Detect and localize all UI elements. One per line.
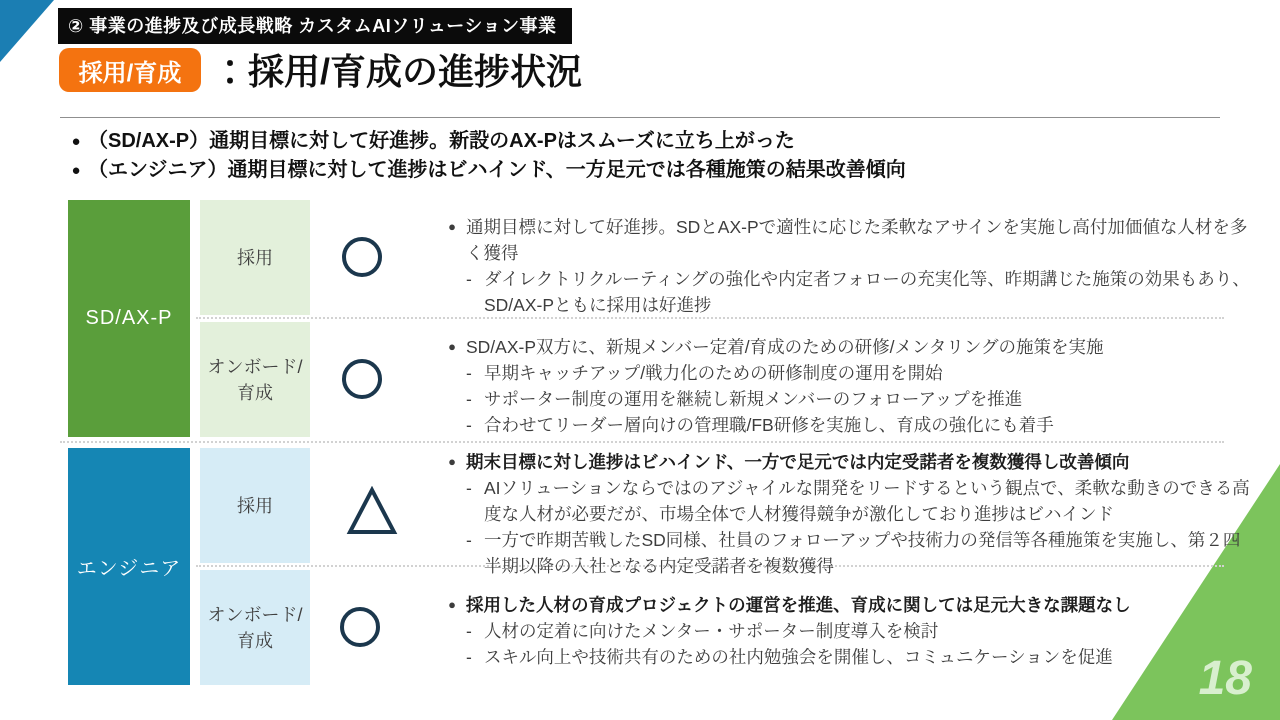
- summary-bullet: [64, 127, 1214, 156]
- dash-icon: -: [466, 478, 472, 498]
- row-detail-sd-recruit: [438, 214, 1250, 318]
- row-label-saiyo: 採用: [200, 200, 310, 315]
- bullet-icon: ●: [448, 597, 456, 612]
- dash-icon: -: [466, 621, 472, 641]
- dash-icon: -: [466, 363, 472, 383]
- detail-subitem: [466, 527, 1250, 579]
- dash-icon: -: [466, 530, 472, 550]
- status-circle-icon: [338, 605, 382, 654]
- detail-subitem: [466, 386, 1250, 412]
- detail-sub-text: 人材の定着に向けたメンター・サポーター制度導入を検討: [484, 621, 939, 641]
- bullet-icon: ●: [71, 162, 81, 179]
- detail-lead-text: SD/AX-P双方に、新規メンバー定着/育成のための研修/メンタリングの施策を実施: [466, 337, 1104, 357]
- detail-sub-text: スキル向上や技術共有のための社内勉強会を開催し、コミュニケーションを促進: [484, 647, 1113, 667]
- detail-lead-text: 採用した人材の育成プロジェクトの運営を推進、育成に関しては足元大きな課題なし: [466, 595, 1131, 615]
- detail-sub-text: AIソリューションならではのアジャイルな開発をリードするという観点で、柔軟な動きのできる高度な人材が必要だが、市場全体で人材獲得競争が激化しており進捗はビハインド: [484, 478, 1250, 524]
- bullet-icon: ●: [448, 219, 456, 234]
- dash-icon: -: [466, 389, 472, 409]
- status-circle-icon: [340, 235, 384, 284]
- status-triangle-icon: [346, 486, 398, 541]
- section-banner: ② 事業の進捗及び成長戦略 カスタムAIソリューション事業: [58, 8, 572, 44]
- summary-bullet: [64, 156, 1214, 185]
- detail-subitem: [466, 475, 1250, 527]
- row-detail-sd-onboard: [438, 334, 1250, 438]
- row-label-onboard: オンボード/育成: [200, 570, 310, 685]
- dash-icon: -: [466, 269, 472, 289]
- detail-subitem: [466, 412, 1250, 438]
- detail-sub-text: サポーター制度の運用を継続し新規メンバーのフォローアップを推進: [484, 389, 1023, 409]
- dash-icon: -: [466, 647, 472, 667]
- title-divider: [60, 117, 1220, 118]
- detail-subitem: [466, 266, 1250, 318]
- row-label-saiyo: 採用: [200, 448, 310, 563]
- row-label-onboard: オンボード/育成: [200, 322, 310, 437]
- dash-icon: -: [466, 415, 472, 435]
- row-detail-eng-recruit: [438, 449, 1250, 579]
- bullet-icon: ●: [448, 454, 456, 469]
- detail-sub-text: ダイレクトリクルーティングの強化や内定者フォローの充実化等、昨期講じた施策の効果もあり、SD/AX-Pともに採用は好進捗: [484, 269, 1250, 315]
- detail-subitem: [466, 618, 1250, 644]
- page-number: 18: [1198, 652, 1252, 705]
- corner-triangle-top-left: [0, 0, 54, 62]
- bullet-icon: ●: [448, 339, 456, 354]
- detail-subitem: [466, 360, 1250, 386]
- row-detail-eng-onboard: [438, 592, 1250, 670]
- summary-block: [64, 127, 1214, 185]
- section-header-sd-axp: SD/AX-P: [68, 200, 190, 437]
- detail-bullet: [438, 592, 1250, 618]
- bullet-icon: ●: [71, 133, 81, 150]
- section-header-engineer: エンジニア: [68, 448, 190, 685]
- detail-sub-text: 合わせてリーダー層向けの管理職/FB研修を実施し、育成の強化にも着手: [484, 415, 1054, 435]
- page-title: ：採用/育成の進捗状況: [212, 51, 583, 92]
- detail-subitem: [466, 644, 1250, 670]
- detail-bullet: [438, 214, 1250, 266]
- detail-lead-text: 期末目標に対し進捗はビハインド、一方で足元では内定受諾者を複数獲得し改善傾向: [466, 452, 1130, 472]
- detail-bullet: [438, 449, 1250, 475]
- topic-badge: 採用/育成: [59, 48, 201, 92]
- detail-sub-text: 早期キャッチアップ/戦力化のための研修制度の運用を開始: [484, 363, 943, 383]
- detail-bullet: [438, 334, 1250, 360]
- summary-bullet-text: （エンジニア）通期目標に対して進捗はビハインド、一方足元では各種施策の結果改善傾向: [88, 159, 906, 181]
- detail-lead-text: 通期目標に対して好進捗。SDとAX-Pで適性に応じた柔軟なアサインを実施し高付加価値な人材を多く獲得: [466, 217, 1248, 263]
- section-divider: [60, 441, 1224, 443]
- status-circle-icon: [340, 357, 384, 406]
- summary-bullet-text: （SD/AX-P）通期目標に対して好進捗。新設のAX-Pはスムーズに立ち上がった: [88, 130, 795, 152]
- detail-sub-text: 一方で昨期苦戦したSD同様、社員のフォローアップや技術力の発信等各種施策を実施し、第２四半期以降の入社となる内定受諾者を複数獲得: [484, 530, 1241, 576]
